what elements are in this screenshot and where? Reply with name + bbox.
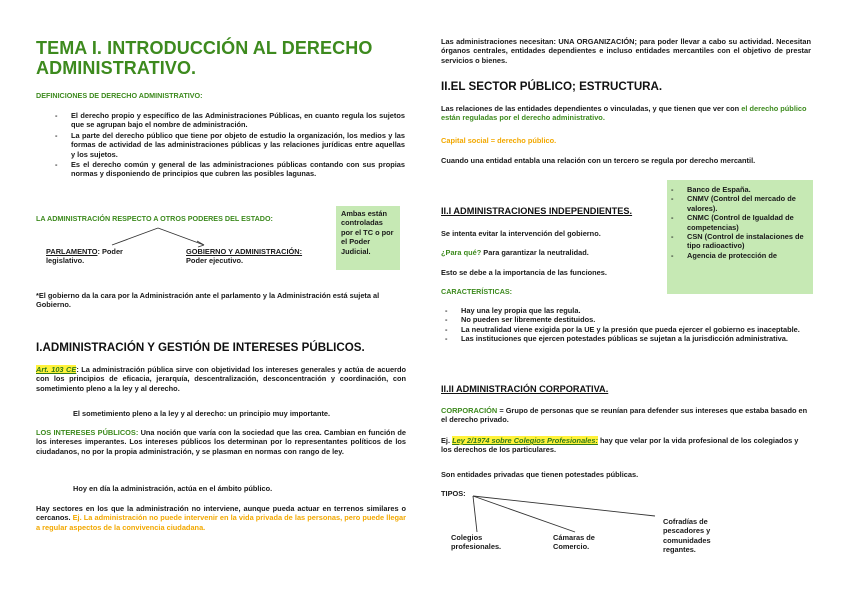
list-item: - CNMV (Control del mercado de valores). xyxy=(667,194,807,213)
corporation-label: CORPORACIÓN xyxy=(441,406,498,415)
why-line xyxy=(441,248,661,257)
today-statement: Hoy en día la administración, actúa en el ámbito público. xyxy=(73,484,273,493)
list-item: - CNMC (Control de Igualdad de competencias) xyxy=(667,213,807,232)
public-interests-paragraph xyxy=(36,428,406,456)
list-item: - Hay una ley propia que las regula. xyxy=(441,306,809,315)
sectors-text: Hay sectores en los que la administración no interviene, aunque pueda actuar en terrenos similares o cercanos. xyxy=(36,504,406,523)
government-label: GOBIERNO Y ADMINISTRACIÓN: xyxy=(186,247,303,256)
list-item: - Banco de España. xyxy=(667,185,807,194)
types-label: TIPOS: xyxy=(441,489,466,498)
list-item: - No pueden ser libremente destituidos. xyxy=(441,315,809,324)
section-ii-2-title: II.II ADMINISTRACIÓN CORPORATIVA. xyxy=(441,384,609,394)
powers-heading: LA ADMINISTRACIÓN RESPECTO A OTROS PODERES DEL ESTADO: xyxy=(36,214,273,223)
characteristics-heading: CARACTERÍSTICAS: xyxy=(441,287,513,296)
definitions-list xyxy=(51,111,405,179)
example-law: Ley 2/1974 sobre Colegios Profesionales: xyxy=(452,436,598,445)
government-note: *El gobierno da la cara por la Administración ante el parlamento y la Administración está sujeta al Gobierno. xyxy=(36,291,380,310)
organization-intro: Las administraciones necesitan: UNA ORGANIZACIÓN; para poder llevar a cabo su actividad. Necesitan órganos centrales, entidades dependientes e incluso entidades mercantiles con el objetivo de prestar servicios o bienes. xyxy=(441,37,811,65)
article-103-text: : La administración pública sirve con objetividad los intereses generales y actúa de acuerdo con los principios de eficacia, jerarquía, descentralización, desconcentración y coordinación, con sometimiento pleno a la ley y al derecho. xyxy=(36,365,406,393)
section-ii-1-title: II.I ADMINISTRACIONES INDEPENDIENTES. xyxy=(441,206,633,216)
list-item: - CSN (Control de instalaciones de tipo radioactivo) xyxy=(667,232,807,251)
public-interests-text: Una noción que varía con la sociedad que las crea. Cambian en función de los intereses imperantes. Los intereses públicos los determinan por lo representantes políticos de los ciudadanos, no por la propia administración, y se plasman en normas con rango de ley. xyxy=(36,428,406,456)
mercantile-paragraph: Cuando una entidad entabla una relación con un tercero se regula por derecho mercantil. xyxy=(441,156,756,165)
type-cofradias: Cofradías de pescadores y comunidades regantes. xyxy=(663,517,711,555)
why-question: ¿Para qué? xyxy=(441,248,482,257)
private-entities-line: Son entidades privadas que tienen potestades públicas. xyxy=(441,470,639,479)
page-title: TEMA I. INTRODUCCIÓN AL DERECHO ADMINISTRATIVO. xyxy=(36,38,373,78)
relations-text: Las relaciones de las entidades dependientes o vinculadas, y que tienen que ver con xyxy=(441,104,742,113)
list-item: - Las instituciones que ejercen potestades públicas se sujetan a la jurisdicción administrativa. xyxy=(441,334,809,343)
article-103-paragraph xyxy=(36,365,406,393)
importance-line: Esto se debe a la importancia de las funciones. xyxy=(441,268,607,277)
example-prefix: Ej. xyxy=(441,436,453,445)
article-103-label: Art. 103 CE xyxy=(36,365,77,374)
relations-paragraph xyxy=(441,104,811,123)
list-item: - El derecho propio y específico de las Administraciones Públicas, en cuanto regula los sujetos que se agrupan bajo el nombre de administración. xyxy=(51,111,405,130)
parliament-node xyxy=(46,247,136,266)
type-camaras: Cámaras de Comercio. xyxy=(553,533,595,552)
relations-green-text: el derecho público están reguladas por el derecho administrativo. xyxy=(441,104,807,123)
corporation-paragraph xyxy=(441,406,811,425)
parliament-text: : Poder legislativo. xyxy=(46,247,123,266)
corporation-text: = Grupo de personas que se reunían para defender sus intereses que estaba basado en el derecho privado. xyxy=(441,406,808,425)
example-paragraph xyxy=(441,436,811,455)
type-colegios: Colegios profesionales. xyxy=(451,533,502,552)
government-node xyxy=(186,247,336,266)
list-item: - La parte del derecho público que tiene por objeto de estudio la organización, los medios y las formas de actividad de las administraciones públicas y las relaciones jurídicas entre aquellas y los sujetos. xyxy=(51,131,405,159)
powers-branch-lines xyxy=(106,225,216,249)
section-i-title: I.ADMINISTRACIÓN Y GESTIÓN DE INTERESES PÚBLICOS. xyxy=(36,341,365,354)
definitions-heading: DEFINICIONES DE DERECHO ADMINISTRATIVO: xyxy=(36,91,203,100)
government-text: Poder ejecutivo. xyxy=(186,256,244,266)
public-interests-label: LOS INTERESES PÚBLICOS: xyxy=(36,428,139,437)
control-note-box: Ambas están controladas por el TC o por el Poder Judicial. xyxy=(336,206,400,270)
list-item: - La neutralidad viene exigida por la UE y la presión que pueda ejercer el gobierno es inaceptable. xyxy=(441,325,809,334)
characteristics-list xyxy=(441,306,809,344)
independent-intro: Se intenta evitar la intervención del gobierno. xyxy=(441,229,601,238)
types-branch-lines xyxy=(465,494,675,538)
agencies-list xyxy=(667,185,807,260)
why-answer: Para garantizar la neutralidad. xyxy=(481,248,589,257)
sectors-paragraph xyxy=(36,504,406,532)
social-capital-note: Capital social = derecho público. xyxy=(441,136,557,145)
submission-principle: El sometimiento pleno a la ley y al derecho: un principio muy importante. xyxy=(73,409,331,418)
example-text: hay que velar por la vida profesional de los colegiados y los derechos de los particulares. xyxy=(441,436,799,455)
list-item: - Es el derecho común y general de las administraciones públicas contando con sus propias normas y disponiendo de principios que cubren las posibles lagunas. xyxy=(51,160,405,179)
section-ii-title: II.EL SECTOR PÚBLICO; ESTRUCTURA. xyxy=(441,80,663,93)
agencies-box xyxy=(667,180,813,294)
sectors-example: Ej. La administración no puede intervenir en la vida privada de las personas, pero puede llegar a regular aspectos de la convivencia ciudadana. xyxy=(36,513,406,532)
parliament-label: PARLAMENTO xyxy=(46,247,98,256)
list-item: - Agencia de protección de xyxy=(667,251,807,260)
